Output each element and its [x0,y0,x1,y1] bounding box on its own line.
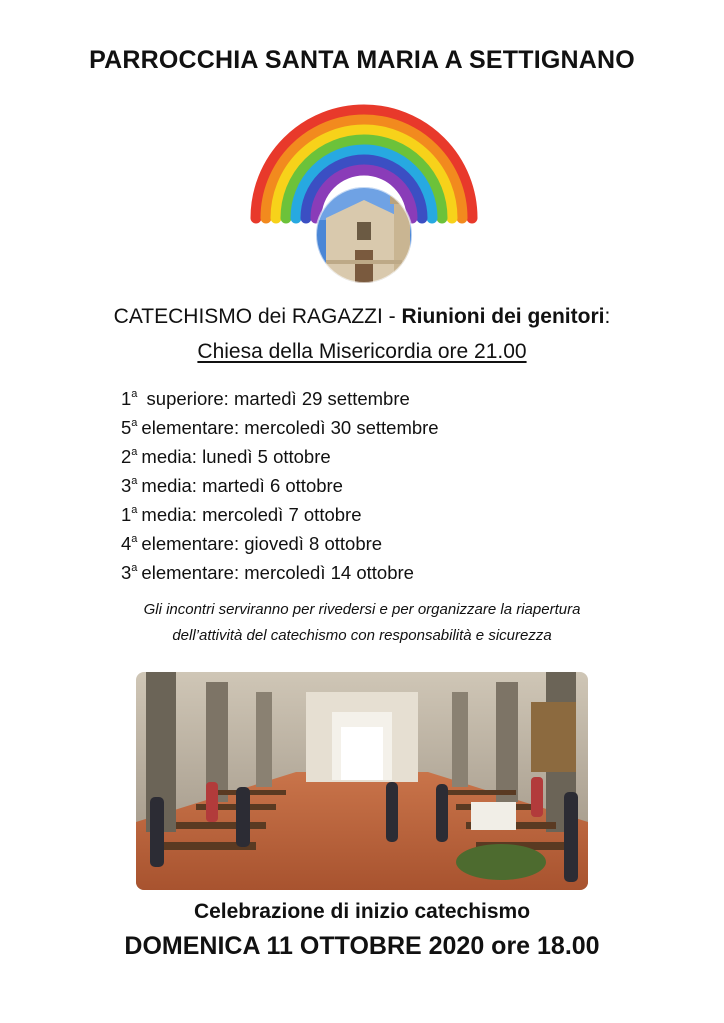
schedule-item: 4$^a$ elementare: giovedì 8 ottobre [121,533,383,554]
church-interior-photo [136,672,588,890]
meeting-schedule [121,384,439,587]
headline-meetings: Riunioni dei genitori [401,305,605,328]
note [0,597,724,649]
headline-catechism: CATECHISMO dei RAGAZZI - [113,305,402,328]
note-line: Gli incontri serviranno per rivedersi e per organizzare la riapertura [143,601,581,618]
meeting-location-text: Chiesa della Misericordia ore 21.00 [197,340,527,363]
schedule-item: 3$^a$ elementare: mercoledì 14 ottobre [121,562,414,583]
schedule-item: 2$^a$ media: lunedì 5 ottobre [121,446,331,467]
headline-colon: : [604,305,611,328]
rainbow-church-logo [244,100,484,285]
headline [0,305,724,329]
note-line: dell’attività del catechismo con responsabilità e sicurezza [172,627,552,644]
schedule-item: 3$^a$ media: martedì 6 ottobre [121,475,343,496]
schedule-item: 1$^a$ media: mercoledì 7 ottobre [121,504,362,525]
page-title: PARROCCHIA SANTA MARIA A SETTIGNANO [89,46,635,74]
meeting-location [0,340,724,364]
schedule-item: 5$^a$ elementare: mercoledì 30 settembre [121,417,439,438]
schedule-item: 1$^a$ superiore: martedì 29 settembre [121,388,410,409]
celebration-date: DOMENICA 11 OTTOBRE 2020 ore 18.00 [124,932,600,960]
celebration-title: Celebrazione di inizio catechismo [193,900,531,923]
